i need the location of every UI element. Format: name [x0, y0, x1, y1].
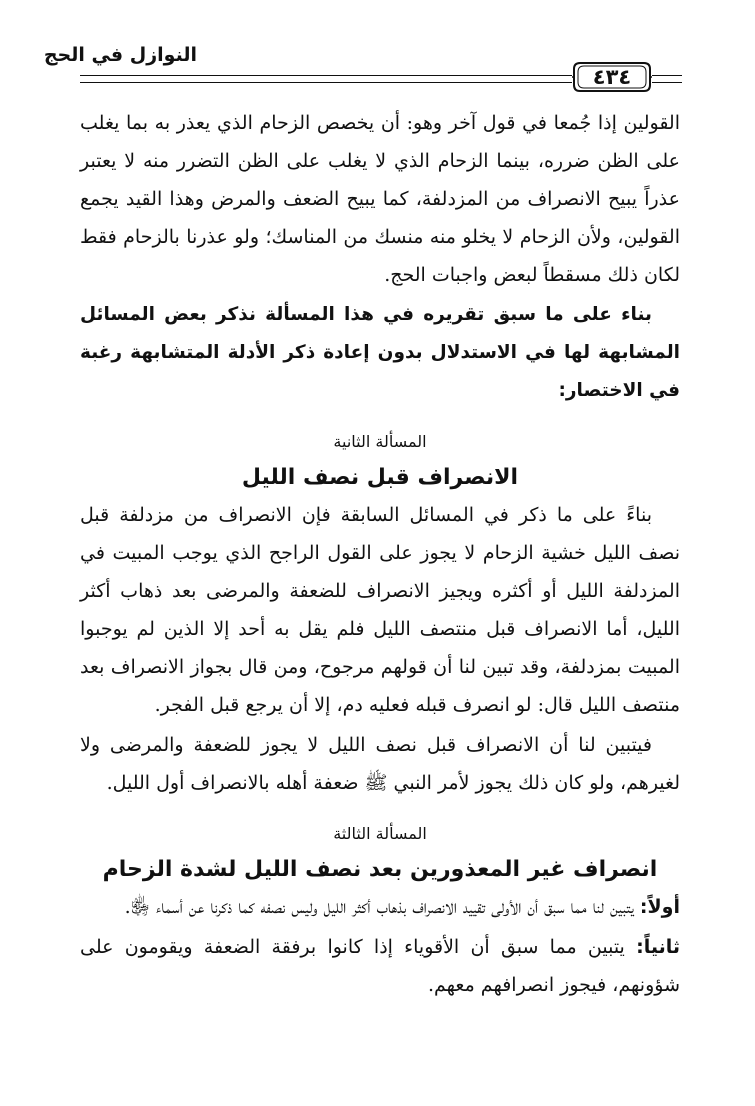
paragraph — [80, 928, 680, 1004]
section-title: انصراف غير المعذورين بعد نصف الليل لشدة الزحام — [102, 857, 658, 882]
bold-paragraph: بناء على ما سبق تقريره في هذا المسألة نذكر بعض المسائل المشابهة لها في الاستدلال بدون إعادة ذكر الأدلة المتشابهة رغبة في الاختصار: — [80, 304, 680, 401]
page-body — [80, 104, 680, 1004]
paragraph-lead: أولاً: — [639, 896, 680, 918]
paragraph-lead: ثانياً: — [636, 936, 680, 958]
header-rule — [652, 82, 682, 83]
header-rule — [80, 75, 572, 76]
paragraph: القولين إذا جُمعا في قول آخر وهو: أن يخصص الزحام الذي يعذر به بما يغلب على الظن ضرره، بينما الزحام الذي لا يغلب على الظن التضرر منه لا يعتبر عذراً يبيح الانصراف من المزدلفة، كما يبيح الضعف والمرض وهذا القيد يجمع القولين، ولأن الزحام لا يخلو منه منسك من المناسك؛ ولو عذرنا بالزحام فقط لكان ذلك مسقطاً لبعض واجبات الحج. — [80, 112, 680, 286]
running-header-title: النوازل في الحج — [43, 44, 197, 66]
header-rule — [80, 82, 572, 83]
page-number: ٤٣٤ — [592, 65, 632, 89]
section-title: الانصراف قبل نصف الليل — [241, 465, 519, 490]
header-rule — [652, 75, 682, 76]
section-label: المسألة الثانية — [333, 432, 427, 451]
paragraph: بناءً على ما ذكر في المسائل السابقة فإن الانصراف من مزدلفة قبل نصف الليل خشية الزحام لا يجوز على القول الراجح الذي يوجب المبيت في المزدلفة الليل أو أكثره ويجيز الانصراف للضعفة والمرضى بعد ذهاب أكثر الليل، أما الانصراف قبل منتصف الليل فلم يقل به أحد إلا الذين لم يوجبوا المبيت بمزدلفة، وقد تبين لنا أن قولهم مرجوح، ومن قال بجواز الانصراف بعد منتصف الليل قال: لو انصرف قبله فعليه دم، إلا أن يرجع قبل الفجر. — [80, 504, 680, 716]
paragraph-text: يتبين مما سبق أن الأقوياء إذا كانوا برفقة الضعفة ويقومون على شؤونهم، فيجوز انصرافهم معهم. — [80, 936, 680, 996]
paragraph — [80, 888, 680, 926]
section-label: المسألة الثالثة — [333, 824, 427, 843]
page-number-ornament — [572, 61, 652, 93]
paragraph: فيتبين لنا أن الانصراف قبل نصف الليل لا يجوز للضعفة والمرضى ولا لغيرهم، ولو كان ذلك يجوز لأمر النبي ﷺ ضعفة أهله بالانصراف أول الليل. — [80, 734, 680, 794]
paragraph-text: يتبين لنا مما سبق أن الأولى تقييد الانصراف بذهاب أكثر الليل وليس نصفه كما ذكرنا عن أسماء ﵂. — [124, 896, 640, 918]
